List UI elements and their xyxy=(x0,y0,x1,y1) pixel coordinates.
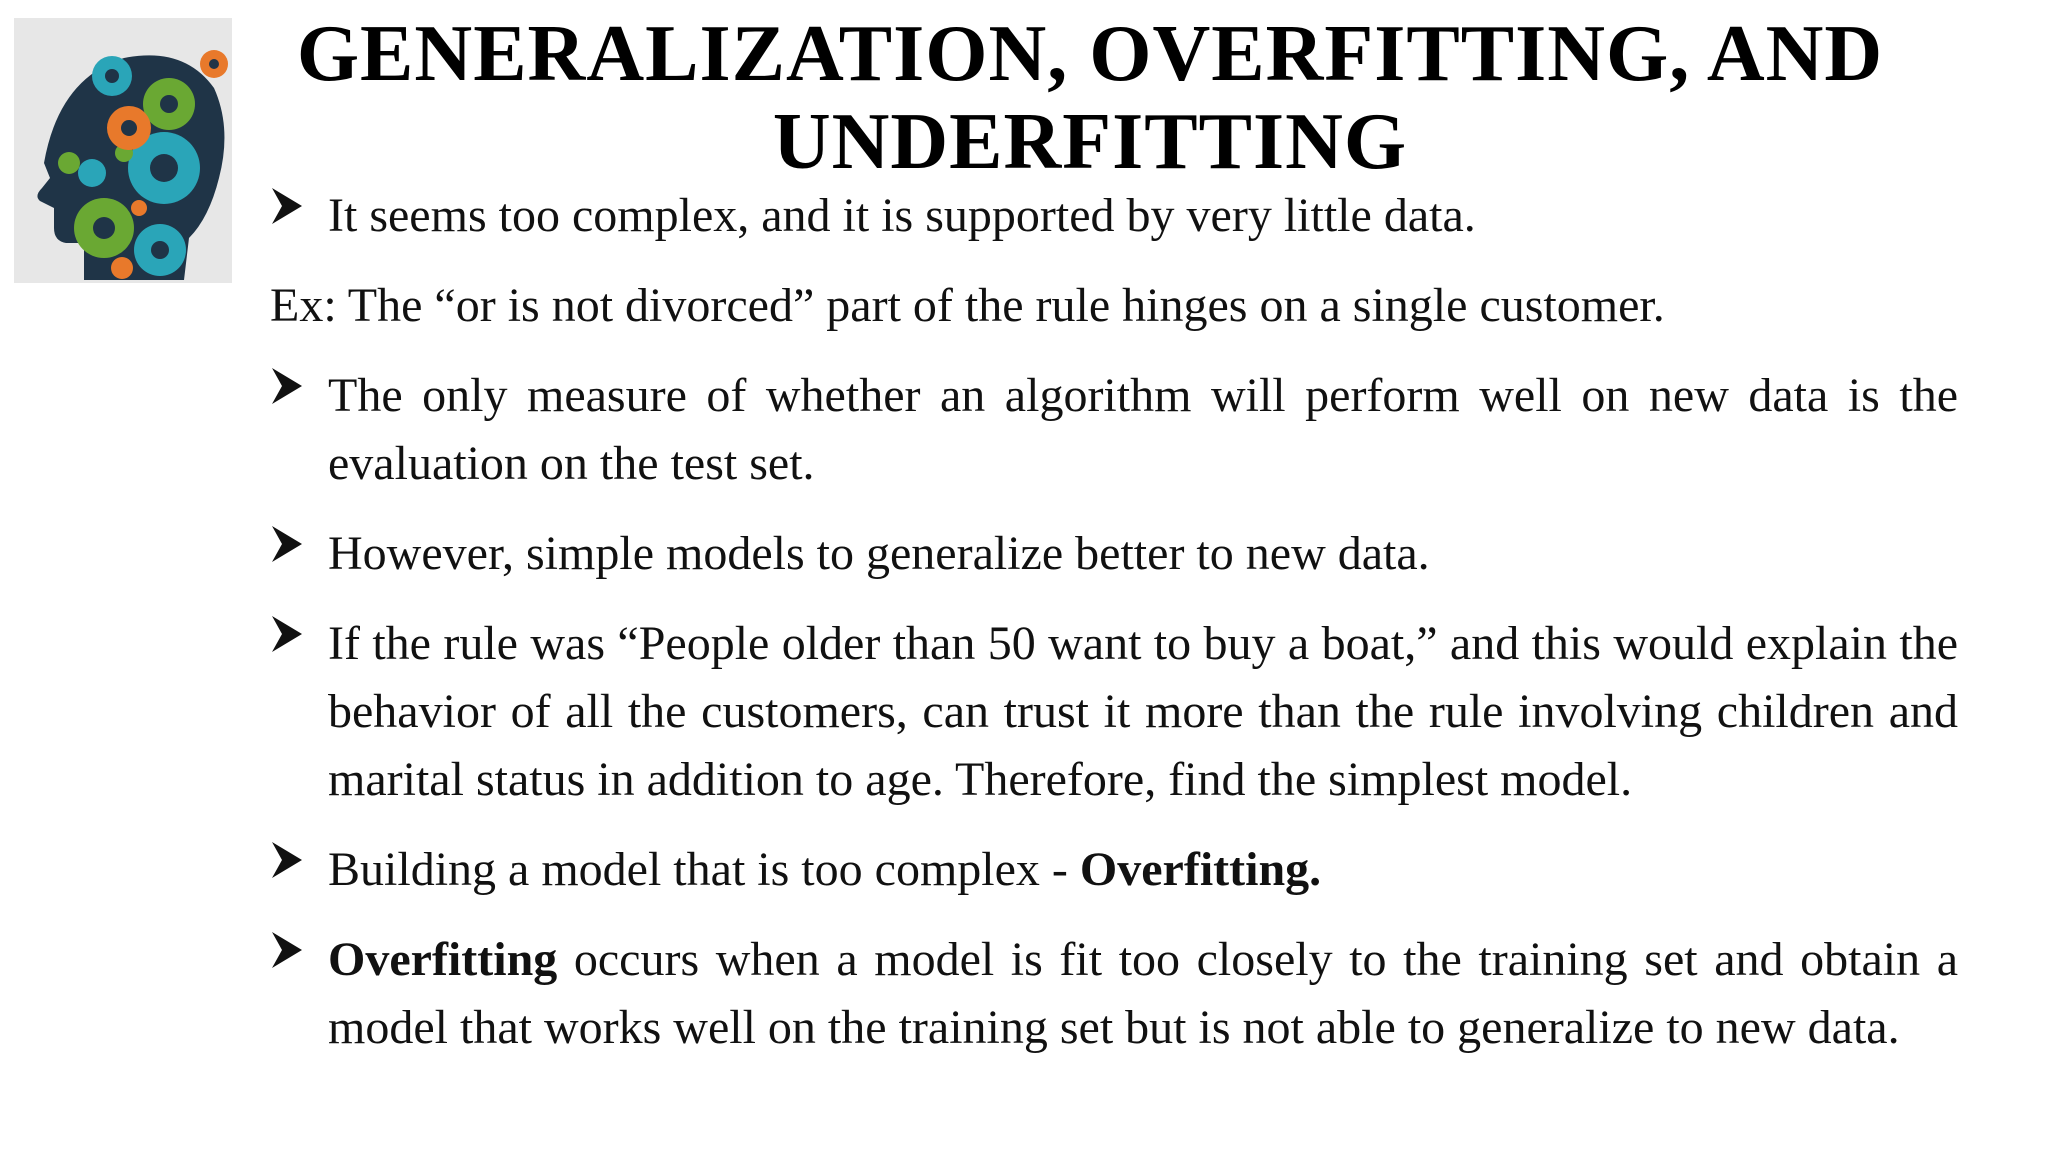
bullet-item xyxy=(270,520,1958,588)
bullet-item xyxy=(270,926,1958,1062)
arrowhead-bullet-icon xyxy=(270,930,304,970)
arrowhead-bullet-icon xyxy=(270,366,304,406)
arrowhead-bullet-icon xyxy=(270,840,304,880)
arrowhead-bullet-icon xyxy=(270,524,304,564)
bullet-item xyxy=(270,836,1958,904)
bullet-text: If the rule was “People older than 50 want to buy a boat,” and this would explain the behavior of all the customers, can trust it more than the rule involving children and marital status in addition to age. Therefore, find the simplest model. xyxy=(328,617,1958,806)
slide-title: GENERALIZATION, OVERFITTING, AND UNDERFITTING xyxy=(296,10,1884,186)
bullet-bold-term: Overfitting. xyxy=(1079,843,1322,896)
example-text: Ex: The “or is not divorced” part of the rule hinges on a single customer. xyxy=(270,279,1665,332)
bullet-text: It seems too complex, and it is supported by very little data. xyxy=(328,189,1476,242)
gear-head-icon xyxy=(14,18,232,283)
arrowhead-bullet-icon xyxy=(270,614,304,654)
slide-content xyxy=(270,182,1958,1062)
bullet-item xyxy=(270,182,1958,250)
bullet-item xyxy=(270,610,1958,814)
bullet-text: occurs when a model is fit too closely to the training set and obtain a model that works well on the training set but is not able to generalize to new data. xyxy=(328,933,1958,1054)
bullet-text: However, simple models to generalize better to new data. xyxy=(328,527,1430,580)
bullet-text: Building a model that is too complex - xyxy=(328,843,1080,896)
arrowhead-bullet-icon xyxy=(270,186,304,226)
bullet-bold-term: Overfitting xyxy=(328,933,558,986)
bullet-item xyxy=(270,362,1958,498)
bullet-text: The only measure of whether an algorithm will perform well on new data is the evaluation on the test set. xyxy=(328,369,1958,490)
